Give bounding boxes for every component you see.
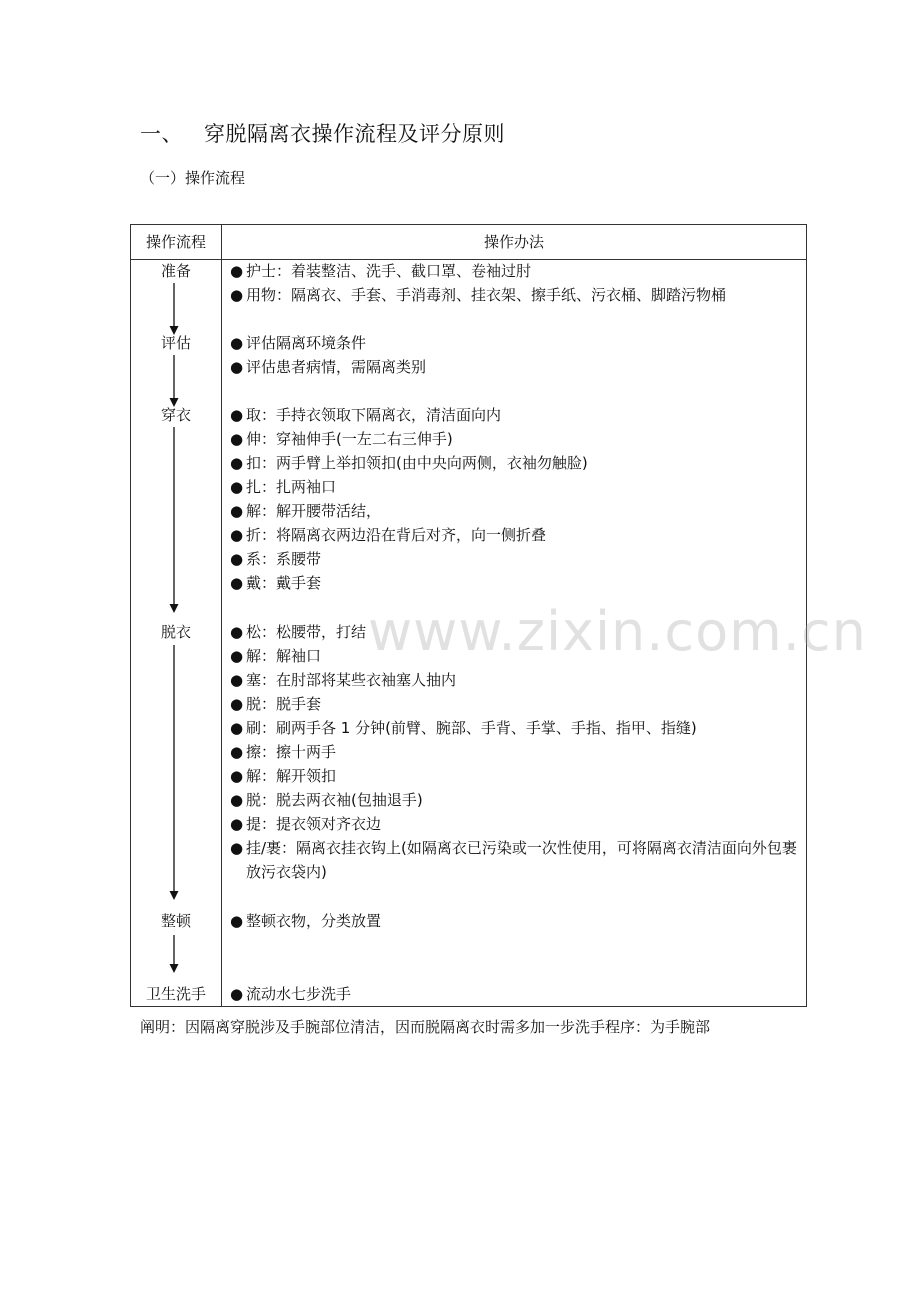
section-heading bbox=[140, 118, 505, 148]
flow-arrow-icon bbox=[166, 427, 182, 613]
step-handwash: 卫生洗手 bbox=[145, 985, 206, 1003]
list-item: ● 折：将隔离衣两边沿在背后对齐，向一侧折叠 bbox=[230, 523, 800, 547]
list-item: ● 擦：擦十两手 bbox=[230, 740, 800, 764]
list-item: ● 评估患者病情，需隔离类别 bbox=[230, 355, 800, 379]
bullet-icon: ● bbox=[230, 695, 244, 713]
bullet-icon: ● bbox=[230, 815, 244, 833]
step-prepare: 准备 bbox=[160, 262, 191, 280]
flow-arrow-icon bbox=[166, 645, 182, 900]
list-item: ● 松：松腰带，打结 bbox=[230, 620, 800, 644]
step-doff: 脱衣 bbox=[160, 623, 191, 641]
step-tidy: 整顿 bbox=[160, 912, 191, 930]
list-item: ● 扣：两手臂上举扣领扣(由中央向两侧，衣袖勿触脸) bbox=[230, 451, 800, 475]
bullet-icon: ● bbox=[230, 767, 244, 785]
step-don: 穿衣 bbox=[160, 406, 191, 424]
step-assess: 评估 bbox=[160, 334, 191, 352]
section-title: 穿脱隔离衣操作流程及评分原则 bbox=[204, 122, 505, 146]
bullet-icon: ● bbox=[230, 671, 244, 689]
bullet-icon: ● bbox=[230, 526, 244, 544]
list-item: ● 扎：扎两袖口 bbox=[230, 475, 800, 499]
bullet-icon: ● bbox=[230, 839, 244, 857]
bullet-icon: ● bbox=[230, 406, 244, 424]
bullet-icon: ● bbox=[230, 912, 244, 930]
bullet-icon: ● bbox=[230, 478, 244, 496]
flow-arrow-icon bbox=[166, 935, 182, 973]
items-handwash bbox=[230, 982, 800, 1006]
list-item: ● 戴：戴手套 bbox=[230, 571, 800, 595]
bullet-icon: ● bbox=[230, 502, 244, 520]
column-divider bbox=[221, 225, 222, 1006]
bullet-icon: ● bbox=[230, 550, 244, 568]
list-item: ● 解：解开领扣 bbox=[230, 764, 800, 788]
bullet-icon: ● bbox=[230, 262, 244, 280]
bullet-icon: ● bbox=[230, 985, 244, 1003]
subsection-heading: （一）操作流程 bbox=[140, 169, 246, 187]
header-flow: 操作流程 bbox=[145, 233, 206, 251]
bullet-icon: ● bbox=[230, 454, 244, 472]
list-item: ● 提：提衣领对齐衣边 bbox=[230, 812, 800, 836]
flow-arrow-icon bbox=[166, 283, 182, 335]
list-item: ● 刷：刷两手各 1 分钟(前臂、腕部、手背、手掌、手指、指甲、指缝) bbox=[230, 716, 800, 740]
watermark: www.zixin.com.cn bbox=[368, 600, 867, 663]
header-method: 操作办法 bbox=[483, 233, 544, 251]
bullet-icon: ● bbox=[230, 719, 244, 737]
list-item: ● 塞：在肘部将某些衣袖塞人抽内 bbox=[230, 668, 800, 692]
list-item: ● 流动水七步洗手 bbox=[230, 982, 800, 1006]
bullet-icon: ● bbox=[230, 743, 244, 761]
bullet-icon: ● bbox=[230, 334, 244, 352]
items-prepare bbox=[230, 259, 800, 307]
bullet-icon: ● bbox=[230, 574, 244, 592]
list-item: ● 解：解袖口 bbox=[230, 644, 800, 668]
items-assess bbox=[230, 331, 800, 379]
items-tidy bbox=[230, 909, 800, 933]
bullet-icon: ● bbox=[230, 430, 244, 448]
list-item: ● 护士：着装整洁、洗手、截口罩、卷袖过肘 bbox=[230, 259, 800, 283]
footnote: 阐明：因隔离穿脱涉及手腕部位清洁，因而脱隔离衣时需多加一步洗手程序：为手腕部 bbox=[140, 1018, 711, 1036]
bullet-icon: ● bbox=[230, 623, 244, 641]
bullet-icon: ● bbox=[230, 286, 244, 304]
list-item: ● 解：解开腰带活结， bbox=[230, 499, 800, 523]
bullet-icon: ● bbox=[230, 358, 244, 376]
bullet-icon: ● bbox=[230, 647, 244, 665]
bullet-icon: ● bbox=[230, 791, 244, 809]
list-item: ● 脱：脱手套 bbox=[230, 692, 800, 716]
list-item: ● 整顿衣物，分类放置 bbox=[230, 909, 800, 933]
list-item: ● 评估隔离环境条件 bbox=[230, 331, 800, 355]
section-number: 一、 bbox=[140, 122, 183, 146]
list-item: ● 挂/裹：隔离衣挂衣钩上(如隔离衣已污染或一次性使用，可将隔离衣清洁面向外包裹放污衣袋内) bbox=[230, 836, 800, 884]
list-item: ● 伸：穿袖伸手(一左二右三伸手) bbox=[230, 427, 800, 451]
list-item: ● 脱：脱去两衣袖(包抽退手) bbox=[230, 788, 800, 812]
list-item: ● 系：系腰带 bbox=[230, 547, 800, 571]
list-item: ● 取：手持衣领取下隔离衣，清洁面向内 bbox=[230, 403, 800, 427]
list-item: ● 用物：隔离衣、手套、手消毒剂、挂衣架、擦手纸、污衣桶、脚踏污物桶 bbox=[230, 283, 800, 307]
items-don bbox=[230, 403, 800, 595]
flow-arrow-icon bbox=[166, 355, 182, 407]
